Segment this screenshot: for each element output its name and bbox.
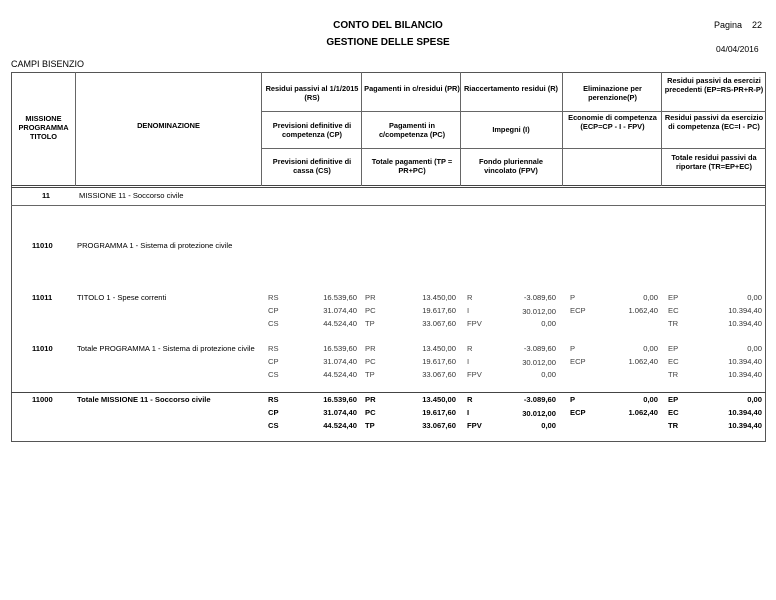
page-number: 22: [752, 20, 763, 30]
row-value: 0,00: [541, 370, 556, 379]
row-code: PC: [365, 306, 376, 315]
hdr-pc: Pagamenti in c/competenza (PC): [378, 121, 446, 139]
header-divider: [11, 185, 766, 186]
row-value: 10.394,40: [728, 370, 762, 379]
row-code: R: [467, 344, 473, 353]
row-code: EC: [668, 357, 679, 366]
row-value: 16.539,60: [323, 293, 357, 302]
row-code: ECP: [570, 306, 586, 315]
header-divider-2: [11, 187, 766, 188]
row-code: PR: [365, 293, 376, 302]
row-value: 0,00: [747, 395, 762, 404]
hdr-tr: Totale residui passivi da riportare (TR=EP+EC): [671, 153, 757, 171]
report-date: 04/04/2016: [716, 44, 759, 54]
row-code: TP: [365, 319, 375, 328]
row-value: 30.012,00: [522, 409, 556, 418]
row-code: EP: [668, 344, 679, 353]
row-code: RS: [268, 344, 279, 353]
row-code: I: [467, 306, 470, 315]
row-code: EC: [668, 408, 679, 417]
row-code: CP: [268, 357, 279, 366]
row-value: 13.450,00: [422, 395, 456, 404]
row-value: 10.394,40: [728, 421, 762, 430]
col-sep: [460, 72, 461, 186]
block-label: Totale PROGRAMMA 1 - Sistema di protezione civile: [77, 344, 255, 353]
row-code: TR: [668, 421, 679, 430]
hdr-tp: Totale pagamenti (TP = PR+PC): [371, 157, 453, 175]
col-sep: [661, 72, 662, 186]
row-value: 10.394,40: [728, 357, 762, 366]
row-code: FPV: [467, 319, 482, 328]
row-code: TR: [668, 370, 679, 379]
row-value: 10.394,40: [728, 408, 762, 417]
row-code: I: [467, 357, 470, 366]
row-code: FPV: [467, 370, 482, 379]
header-row-line-1: [261, 111, 766, 112]
row-value: 0,00: [643, 395, 658, 404]
row-code: EP: [668, 293, 679, 302]
header-row-line-2: [261, 148, 766, 149]
missione-label: MISSIONE 11 - Soccorso civile: [79, 191, 184, 200]
row-code: TP: [365, 370, 375, 379]
row-value: 31.074,40: [323, 306, 357, 315]
row-value: -3.089,60: [523, 293, 556, 302]
row-value: 0,00: [747, 344, 762, 353]
block-code: 11011: [32, 293, 53, 302]
row-code: CP: [268, 306, 279, 315]
page-label: Pagina: [714, 20, 743, 30]
row-code: EP: [668, 395, 679, 404]
hdr-fpv: Fondo pluriennale vincolato (FPV): [478, 157, 544, 175]
row-code: PC: [365, 357, 376, 366]
hdr-i: Impegni (I): [492, 125, 530, 134]
row-value: 1.062,40: [628, 408, 658, 417]
row-value: 1.062,40: [628, 357, 658, 366]
row-value: 0,00: [643, 293, 658, 302]
row-value: 31.074,40: [323, 408, 357, 417]
row-value: 0,00: [541, 421, 556, 430]
row-value: 19.617,60: [422, 306, 456, 315]
row-value: 10.394,40: [728, 306, 762, 315]
row-code: CS: [268, 421, 279, 430]
row-code: TP: [365, 421, 375, 430]
row-code: PR: [365, 395, 376, 404]
report-subtitle: GESTIONE DELLE SPESE: [326, 37, 450, 48]
row-value: 1.062,40: [628, 306, 658, 315]
row-code: ECP: [570, 357, 586, 366]
row-code: P: [570, 293, 576, 302]
row-value: 30.012,00: [522, 358, 556, 367]
row-code: PC: [365, 408, 376, 417]
col-sep: [562, 72, 563, 186]
row-value: 13.450,00: [422, 293, 456, 302]
row-code: TR: [668, 319, 679, 328]
hdr-ep: Residui passivi da esercizi precedenti (EP=RS-PR+R-P): [664, 76, 764, 94]
row-value: 10.394,40: [728, 319, 762, 328]
row-value: 30.012,00: [522, 307, 556, 316]
row-code: I: [467, 408, 470, 417]
row-code: CP: [268, 408, 279, 417]
hdr-cp: Previsioni definitive di competenza (CP): [272, 121, 352, 139]
row-value: 44.524,40: [323, 319, 357, 328]
hdr-r: Riaccertamento residui (R): [463, 84, 559, 93]
row-value: 33.067,60: [422, 370, 456, 379]
hdr-p: Eliminazione per perenzione(P): [583, 84, 642, 102]
col-sep: [361, 72, 362, 186]
row-value: 44.524,40: [323, 370, 357, 379]
row-code: PR: [365, 344, 376, 353]
row-value: 0,00: [541, 319, 556, 328]
row-value: 33.067,60: [422, 319, 456, 328]
row-value: 16.539,60: [323, 395, 357, 404]
total-line: [11, 392, 766, 393]
row-value: 13.450,00: [422, 344, 456, 353]
block-label: Totale MISSIONE 11 - Soccorso civile: [77, 395, 211, 404]
missione-code: 11: [42, 191, 51, 200]
report-title: CONTO DEL BILANCIO: [333, 20, 443, 31]
programma-code: 11010: [32, 241, 53, 250]
row-value: 19.617,60: [422, 357, 456, 366]
row-code: RS: [268, 395, 279, 404]
row-code: RS: [268, 293, 279, 302]
hdr-ecp: Economie di competenza (ECP=CP - I - FPV): [568, 113, 657, 131]
row-code: ECP: [570, 408, 586, 417]
entity-name: CAMPI BISENZIO: [11, 59, 85, 69]
hdr-pr: Pagamenti in c/residui (PR): [364, 84, 460, 93]
row-value: 0,00: [643, 344, 658, 353]
section-line: [11, 205, 766, 206]
row-code: R: [467, 395, 473, 404]
row-code: FPV: [467, 421, 482, 430]
programma-label: PROGRAMMA 1 - Sistema di protezione civile: [77, 241, 233, 250]
row-value: -3.089,60: [523, 395, 556, 404]
hdr-cs: Previsioni definitive di cassa (CS): [272, 157, 352, 175]
block-code: 11000: [32, 395, 53, 404]
row-value: -3.089,60: [523, 344, 556, 353]
row-value: 19.617,60: [422, 408, 456, 417]
row-value: 44.524,40: [323, 421, 357, 430]
row-value: 16.539,60: [323, 344, 357, 353]
row-code: P: [570, 395, 576, 404]
col-sep: [261, 72, 262, 186]
row-value: 33.067,60: [422, 421, 456, 430]
hdr-ec: Residui passivi da esercizio di competenza (EC=I - PC): [664, 113, 764, 131]
row-code: CS: [268, 319, 279, 328]
block-label: TITOLO 1 - Spese correnti: [77, 293, 167, 302]
row-code: R: [467, 293, 473, 302]
col-header-missione: MISSIONE PROGRAMMA TITOLO: [18, 114, 69, 141]
col-header-denominazione: DENOMINAZIONE: [137, 121, 200, 130]
hdr-rs: Residui passivi al 1/1/2015 (RS): [265, 84, 359, 102]
row-code: CS: [268, 370, 279, 379]
row-value: 31.074,40: [323, 357, 357, 366]
row-code: P: [570, 344, 576, 353]
row-value: 0,00: [747, 293, 762, 302]
block-code: 11010: [32, 344, 53, 353]
row-code: EC: [668, 306, 679, 315]
